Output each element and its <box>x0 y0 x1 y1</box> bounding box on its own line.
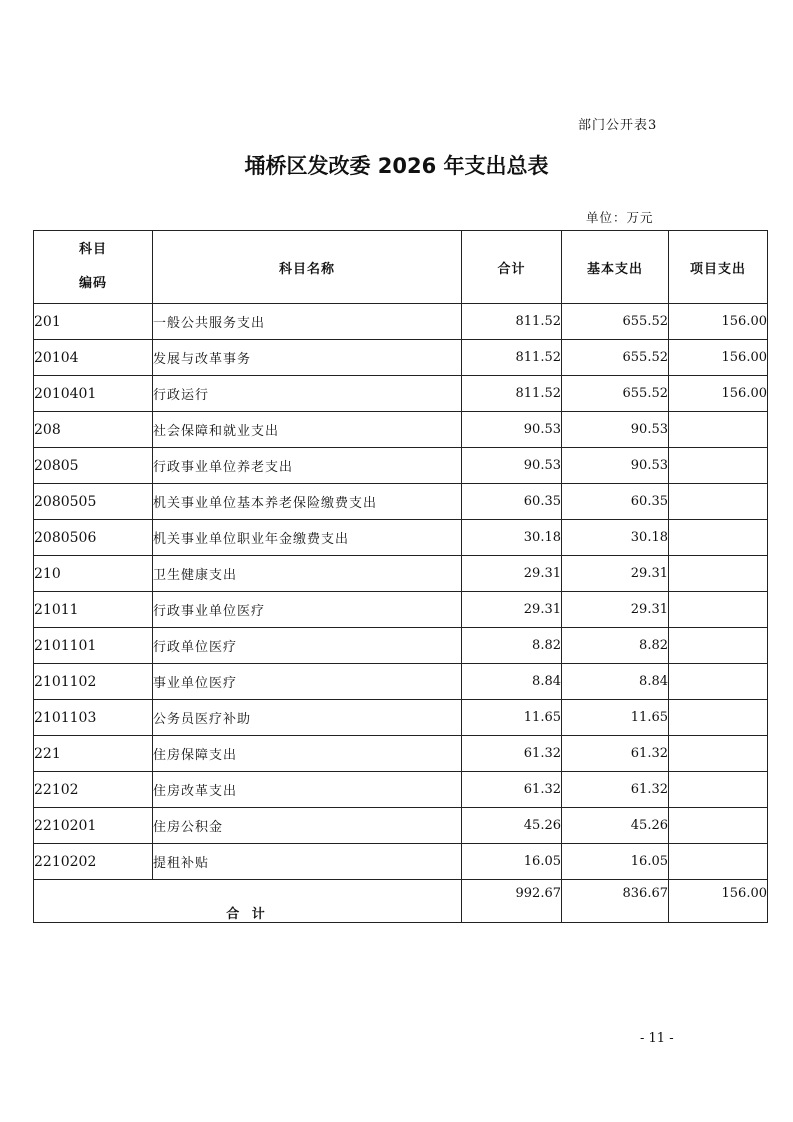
document-title: 埇桥区发改委 2026 年支出总表 <box>244 154 549 178</box>
code-header-line1: 科目 <box>78 242 107 257</box>
row-name: 行政运行 <box>153 376 462 412</box>
code-column-header <box>34 231 153 304</box>
row-code: 2101102 <box>34 664 153 700</box>
row-code: 2010401 <box>34 376 153 412</box>
summary-project: 156.00 <box>669 880 768 923</box>
summary-label: 合 计 <box>34 880 462 923</box>
row-name: 住房公积金 <box>153 808 462 844</box>
row-code: 22102 <box>34 772 153 808</box>
table-row <box>34 772 768 808</box>
row-project <box>669 844 768 880</box>
row-total: 61.32 <box>462 772 562 808</box>
row-basic: 61.32 <box>562 736 669 772</box>
row-name: 发展与改革事务 <box>153 340 462 376</box>
table-row <box>34 412 768 448</box>
summary-basic: 836.67 <box>562 880 669 923</box>
row-basic: 8.84 <box>562 664 669 700</box>
row-name: 住房改革支出 <box>153 772 462 808</box>
row-total: 29.31 <box>462 556 562 592</box>
row-project <box>669 592 768 628</box>
table-row <box>34 844 768 880</box>
project-column-header: 项目支出 <box>669 231 768 304</box>
row-total: 811.52 <box>462 340 562 376</box>
table-row <box>34 664 768 700</box>
row-code: 2101103 <box>34 700 153 736</box>
table-row <box>34 520 768 556</box>
row-total: 811.52 <box>462 376 562 412</box>
row-basic: 60.35 <box>562 484 669 520</box>
total-column-header: 合计 <box>462 231 562 304</box>
row-total: 8.84 <box>462 664 562 700</box>
row-basic: 61.32 <box>562 772 669 808</box>
row-basic: 655.52 <box>562 376 669 412</box>
row-project <box>669 520 768 556</box>
row-basic: 8.82 <box>562 628 669 664</box>
row-total: 45.26 <box>462 808 562 844</box>
table-row <box>34 376 768 412</box>
summary-row <box>34 880 768 923</box>
row-code: 2101101 <box>34 628 153 664</box>
table-row <box>34 592 768 628</box>
row-name: 机关事业单位基本养老保险缴费支出 <box>153 484 462 520</box>
row-name: 卫生健康支出 <box>153 556 462 592</box>
row-name: 一般公共服务支出 <box>153 304 462 340</box>
row-project <box>669 448 768 484</box>
table-row <box>34 700 768 736</box>
row-total: 811.52 <box>462 304 562 340</box>
row-project <box>669 808 768 844</box>
summary-total: 992.67 <box>462 880 562 923</box>
row-total: 29.31 <box>462 592 562 628</box>
table-row <box>34 304 768 340</box>
row-basic: 30.18 <box>562 520 669 556</box>
row-name: 公务员医疗补助 <box>153 700 462 736</box>
row-code: 210 <box>34 556 153 592</box>
row-total: 61.32 <box>462 736 562 772</box>
row-name: 行政事业单位医疗 <box>153 592 462 628</box>
row-basic: 655.52 <box>562 304 669 340</box>
row-project <box>669 664 768 700</box>
row-name: 行政事业单位养老支出 <box>153 448 462 484</box>
row-project <box>669 556 768 592</box>
row-name: 行政单位医疗 <box>153 628 462 664</box>
row-total: 8.82 <box>462 628 562 664</box>
row-code: 20805 <box>34 448 153 484</box>
row-total: 90.53 <box>462 448 562 484</box>
row-basic: 16.05 <box>562 844 669 880</box>
table-row <box>34 736 768 772</box>
row-code: 208 <box>34 412 153 448</box>
basic-column-header: 基本支出 <box>562 231 669 304</box>
table-row <box>34 484 768 520</box>
table-row <box>34 340 768 376</box>
row-basic: 45.26 <box>562 808 669 844</box>
table-header-row <box>34 231 768 304</box>
row-project <box>669 736 768 772</box>
row-basic: 90.53 <box>562 448 669 484</box>
row-project: 156.00 <box>669 340 768 376</box>
page-number: - 11 - <box>640 1031 674 1046</box>
row-basic: 11.65 <box>562 700 669 736</box>
row-code: 2210201 <box>34 808 153 844</box>
table-row <box>34 556 768 592</box>
row-project <box>669 484 768 520</box>
row-code: 2080505 <box>34 484 153 520</box>
name-column-header: 科目名称 <box>153 231 462 304</box>
row-name: 提租补贴 <box>153 844 462 880</box>
row-name: 社会保障和就业支出 <box>153 412 462 448</box>
row-name: 住房保障支出 <box>153 736 462 772</box>
row-code: 20104 <box>34 340 153 376</box>
row-project <box>669 772 768 808</box>
row-code: 2080506 <box>34 520 153 556</box>
row-code: 201 <box>34 304 153 340</box>
row-basic: 29.31 <box>562 592 669 628</box>
row-code: 221 <box>34 736 153 772</box>
row-total: 30.18 <box>462 520 562 556</box>
row-total: 11.65 <box>462 700 562 736</box>
row-project <box>669 628 768 664</box>
row-project: 156.00 <box>669 376 768 412</box>
row-basic: 90.53 <box>562 412 669 448</box>
row-code: 21011 <box>34 592 153 628</box>
table-number-label: 部门公开表3 <box>578 118 658 133</box>
row-total: 90.53 <box>462 412 562 448</box>
row-total: 60.35 <box>462 484 562 520</box>
row-basic: 29.31 <box>562 556 669 592</box>
row-name: 机关事业单位职业年金缴费支出 <box>153 520 462 556</box>
unit-label: 单位：万元 <box>586 210 654 225</box>
row-total: 16.05 <box>462 844 562 880</box>
row-project <box>669 700 768 736</box>
table-row <box>34 808 768 844</box>
row-basic: 655.52 <box>562 340 669 376</box>
table-row <box>34 448 768 484</box>
code-header-line2: 编码 <box>78 276 107 291</box>
row-project <box>669 412 768 448</box>
row-name: 事业单位医疗 <box>153 664 462 700</box>
row-code: 2210202 <box>34 844 153 880</box>
row-project: 156.00 <box>669 304 768 340</box>
expenditure-table <box>33 230 768 923</box>
table-row <box>34 628 768 664</box>
